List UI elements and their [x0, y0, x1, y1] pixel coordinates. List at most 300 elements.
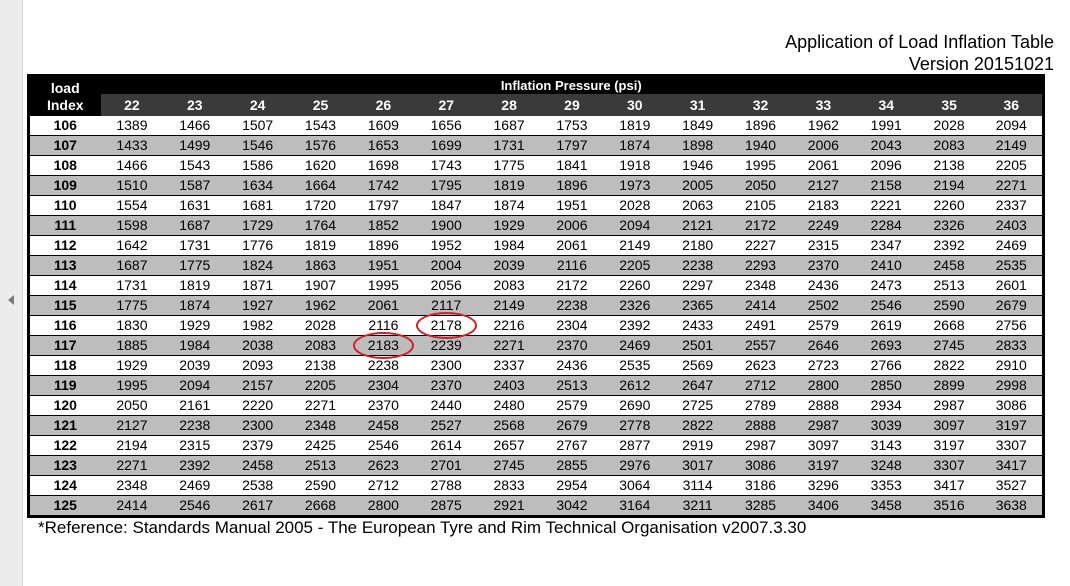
load-value-cell: 2436 — [541, 356, 604, 376]
load-value-cell: 2238 — [541, 296, 604, 316]
load-value-cell: 2822 — [918, 356, 981, 376]
load-value-cell: 1653 — [352, 136, 415, 156]
load-value-cell: 2117 — [415, 296, 478, 316]
load-value-cell: 1962 — [792, 116, 855, 136]
load-value-cell: 1634 — [226, 176, 289, 196]
load-value-cell: 2800 — [792, 376, 855, 396]
table-row — [29, 336, 1044, 356]
load-value-cell: 2425 — [289, 436, 352, 456]
load-value-cell: 2679 — [981, 296, 1044, 316]
load-value-cell: 1984 — [163, 336, 226, 356]
load-index-cell: 109 — [29, 176, 101, 196]
load-value-cell: 2668 — [289, 496, 352, 517]
load-value-cell: 2403 — [981, 216, 1044, 236]
load-index-cell: 117 — [29, 336, 101, 356]
load-value-cell: 2855 — [541, 456, 604, 476]
load-value-cell: 2093 — [226, 356, 289, 376]
load-value-cell: 2028 — [289, 316, 352, 336]
load-value-cell: 2096 — [855, 156, 918, 176]
load-index-cell: 112 — [29, 236, 101, 256]
load-value-cell: 1609 — [352, 116, 415, 136]
load-index-cell: 107 — [29, 136, 101, 156]
load-value-cell: 2116 — [352, 316, 415, 336]
load-value-cell: 1871 — [226, 276, 289, 296]
load-value-cell: 1775 — [163, 256, 226, 276]
load-value-cell: 1918 — [603, 156, 666, 176]
load-value-cell: 2183 — [792, 196, 855, 216]
load-value-cell: 2300 — [226, 416, 289, 436]
load-value-cell: 3211 — [666, 496, 729, 517]
load-value-cell: 2546 — [855, 296, 918, 316]
load-index-cell: 121 — [29, 416, 101, 436]
load-index-cell: 110 — [29, 196, 101, 216]
table-row — [29, 416, 1044, 436]
load-value-cell: 1973 — [603, 176, 666, 196]
load-index-cell: 122 — [29, 436, 101, 456]
psi-header-cell: 24 — [226, 94, 289, 116]
load-value-cell: 1896 — [541, 176, 604, 196]
load-value-cell: 1995 — [729, 156, 792, 176]
load-value-cell: 2569 — [666, 356, 729, 376]
load-value-cell: 1776 — [226, 236, 289, 256]
load-inflation-table — [27, 74, 1045, 518]
load-index-cell: 116 — [29, 316, 101, 336]
psi-header-cell: 28 — [478, 94, 541, 116]
load-value-cell: 2127 — [792, 176, 855, 196]
load-value-cell: 1962 — [289, 296, 352, 316]
load-value-cell: 2579 — [541, 396, 604, 416]
load-value-cell: 3248 — [855, 456, 918, 476]
load-value-cell: 2833 — [981, 336, 1044, 356]
load-value-cell: 2216 — [478, 316, 541, 336]
load-value-cell: 1951 — [541, 196, 604, 216]
load-value-cell: 1874 — [603, 136, 666, 156]
load-value-cell: 2392 — [163, 456, 226, 476]
load-value-cell: 1554 — [101, 196, 164, 216]
load-value-cell: 2205 — [603, 256, 666, 276]
load-value-cell: 2227 — [729, 236, 792, 256]
load-value-cell: 2767 — [541, 436, 604, 456]
load-value-cell: 2260 — [603, 276, 666, 296]
psi-header-cell: 31 — [666, 94, 729, 116]
load-value-cell: 1874 — [478, 196, 541, 216]
load-value-cell: 2414 — [101, 496, 164, 517]
load-value-cell: 2348 — [289, 416, 352, 436]
load-index-cell: 120 — [29, 396, 101, 416]
load-value-cell: 2094 — [603, 216, 666, 236]
reference-footnote: *Reference: Standards Manual 2005 - The European Tyre and Rim Technical Organisation v2007.3.30 — [38, 518, 807, 537]
load-value-cell: 2149 — [603, 236, 666, 256]
load-value-cell: 2105 — [729, 196, 792, 216]
load-value-cell: 2348 — [729, 276, 792, 296]
load-value-cell: 2623 — [729, 356, 792, 376]
load-value-cell: 2679 — [541, 416, 604, 436]
load-value-cell: 2491 — [729, 316, 792, 336]
load-value-cell: 3017 — [666, 456, 729, 476]
load-value-cell: 2723 — [792, 356, 855, 376]
load-value-cell: 2238 — [163, 416, 226, 436]
load-value-cell: 2701 — [415, 456, 478, 476]
load-value-cell: 2623 — [352, 456, 415, 476]
load-value-cell: 1720 — [289, 196, 352, 216]
highlighted-value — [368, 337, 399, 354]
load-value-cell: 2194 — [101, 436, 164, 456]
load-value-cell: 2238 — [666, 256, 729, 276]
load-value-cell: 2370 — [792, 256, 855, 276]
load-value-cell: 3097 — [918, 416, 981, 436]
load-value-cell: 3516 — [918, 496, 981, 517]
load-value-cell: 1952 — [415, 236, 478, 256]
load-value-cell: 1499 — [163, 136, 226, 156]
load-index-cell: 119 — [29, 376, 101, 396]
load-value-cell: 1819 — [289, 236, 352, 256]
load-value-cell: 2910 — [981, 356, 1044, 376]
table-row — [29, 356, 1044, 376]
load-value-cell: 2789 — [729, 396, 792, 416]
load-value-cell: 3114 — [666, 476, 729, 496]
load-value-cell: 2005 — [666, 176, 729, 196]
load-value-cell: 2205 — [981, 156, 1044, 176]
load-value-cell: 1885 — [101, 336, 164, 356]
load-value-cell: 1620 — [289, 156, 352, 176]
load-value-cell: 2348 — [101, 476, 164, 496]
load-value-cell: 1507 — [226, 116, 289, 136]
psi-header-cell: 36 — [981, 94, 1044, 116]
load-value-cell: 1576 — [289, 136, 352, 156]
load-value-cell: 3638 — [981, 496, 1044, 517]
load-value-cell: 3164 — [603, 496, 666, 517]
load-value-cell: 2379 — [226, 436, 289, 456]
psi-header-cell: 34 — [855, 94, 918, 116]
load-value-cell: 3285 — [729, 496, 792, 517]
load-value-cell: 1731 — [163, 236, 226, 256]
load-value-cell: 3143 — [855, 436, 918, 456]
collapse-arrow-icon[interactable] — [8, 295, 14, 305]
load-value-cell: 2365 — [666, 296, 729, 316]
load-value-cell: 1731 — [478, 136, 541, 156]
load-value-cell: 1631 — [163, 196, 226, 216]
load-value-cell: 3097 — [792, 436, 855, 456]
load-value-cell: 2647 — [666, 376, 729, 396]
load-value-cell: 3307 — [918, 456, 981, 476]
load-value-cell: 1841 — [541, 156, 604, 176]
load-value-cell: 1681 — [226, 196, 289, 216]
load-value-cell: 1743 — [415, 156, 478, 176]
table-row — [29, 476, 1044, 496]
document-heading — [600, 31, 1054, 75]
load-value-cell: 3042 — [541, 496, 604, 517]
load-value-cell: 1433 — [101, 136, 164, 156]
load-value-cell: 3406 — [792, 496, 855, 517]
load-value-cell — [352, 336, 415, 356]
load-value-cell: 2469 — [981, 236, 1044, 256]
load-value-cell: 2693 — [855, 336, 918, 356]
load-value-cell: 2180 — [666, 236, 729, 256]
table-row — [29, 136, 1044, 156]
load-value-cell: 1940 — [729, 136, 792, 156]
load-value-cell: 2877 — [603, 436, 666, 456]
load-value-cell: 2921 — [478, 496, 541, 517]
load-value-cell: 2392 — [603, 316, 666, 336]
load-value-cell: 2347 — [855, 236, 918, 256]
load-value-cell: 2469 — [163, 476, 226, 496]
load-value-cell: 1664 — [289, 176, 352, 196]
load-value-cell: 3197 — [792, 456, 855, 476]
load-value-cell: 2546 — [352, 436, 415, 456]
load-value-cell: 2888 — [792, 396, 855, 416]
load-value-cell: 2546 — [163, 496, 226, 517]
load-value-cell: 2238 — [352, 356, 415, 376]
load-value-cell: 2293 — [729, 256, 792, 276]
load-value-cell: 2712 — [729, 376, 792, 396]
load-value-cell: 3307 — [981, 436, 1044, 456]
table-row — [29, 456, 1044, 476]
load-value-cell: 2050 — [101, 396, 164, 416]
load-value-cell: 1896 — [352, 236, 415, 256]
load-value-cell: 1830 — [101, 316, 164, 336]
highlighted-value-text: 2178 — [430, 317, 462, 333]
load-value-cell: 2038 — [226, 336, 289, 356]
load-value-cell: 2249 — [792, 216, 855, 236]
load-value-cell: 3417 — [981, 456, 1044, 476]
load-value-cell: 1775 — [478, 156, 541, 176]
load-value-cell: 3417 — [918, 476, 981, 496]
load-value-cell: 1764 — [289, 216, 352, 236]
load-value-cell: 2557 — [729, 336, 792, 356]
load-value-cell: 2284 — [855, 216, 918, 236]
load-value-cell: 2822 — [666, 416, 729, 436]
load-value-cell: 2657 — [478, 436, 541, 456]
load-value-cell: 1819 — [163, 276, 226, 296]
table-row — [29, 276, 1044, 296]
load-value-cell: 2392 — [918, 236, 981, 256]
load-value-cell: 2239 — [415, 336, 478, 356]
table-row — [29, 156, 1044, 176]
load-value-cell: 2976 — [603, 456, 666, 476]
highlighted-value-text: 2183 — [367, 337, 399, 353]
load-value-cell: 2568 — [478, 416, 541, 436]
load-value-cell: 2535 — [981, 256, 1044, 276]
load-value-cell: 1946 — [666, 156, 729, 176]
load-value-cell: 2987 — [729, 436, 792, 456]
table-row — [29, 256, 1044, 276]
load-value-cell: 2158 — [855, 176, 918, 196]
load-value-cell: 2513 — [541, 376, 604, 396]
load-value-cell: 2149 — [478, 296, 541, 316]
load-value-cell: 2538 — [226, 476, 289, 496]
table-body — [29, 116, 1044, 517]
load-value-cell — [415, 316, 478, 336]
load-index-header-line-1: load — [50, 79, 80, 96]
load-value-cell: 2440 — [415, 396, 478, 416]
load-value-cell: 2954 — [541, 476, 604, 496]
load-value-cell: 1907 — [289, 276, 352, 296]
load-value-cell: 1510 — [101, 176, 164, 196]
load-value-cell: 2370 — [352, 396, 415, 416]
load-value-cell: 2056 — [415, 276, 478, 296]
load-value-cell: 2888 — [729, 416, 792, 436]
load-value-cell: 2039 — [163, 356, 226, 376]
load-value-cell: 2260 — [918, 196, 981, 216]
load-value-cell: 2458 — [918, 256, 981, 276]
load-value-cell: 1982 — [226, 316, 289, 336]
load-value-cell: 1466 — [163, 116, 226, 136]
load-value-cell: 2326 — [603, 296, 666, 316]
load-value-cell: 2690 — [603, 396, 666, 416]
load-value-cell: 3296 — [792, 476, 855, 496]
load-value-cell: 1929 — [163, 316, 226, 336]
load-value-cell: 2094 — [981, 116, 1044, 136]
load-value-cell: 3039 — [855, 416, 918, 436]
load-value-cell: 1687 — [101, 256, 164, 276]
load-value-cell: 2617 — [226, 496, 289, 517]
load-value-cell: 2138 — [289, 356, 352, 376]
load-value-cell: 2271 — [981, 176, 1044, 196]
load-value-cell: 1900 — [415, 216, 478, 236]
load-value-cell: 2304 — [352, 376, 415, 396]
load-value-cell: 3458 — [855, 496, 918, 517]
load-value-cell: 1797 — [352, 196, 415, 216]
load-value-cell: 1543 — [289, 116, 352, 136]
table-row — [29, 176, 1044, 196]
load-index-header — [29, 76, 101, 117]
load-index-cell: 106 — [29, 116, 101, 136]
load-value-cell: 3186 — [729, 476, 792, 496]
psi-header-cell: 33 — [792, 94, 855, 116]
load-value-cell: 3086 — [729, 456, 792, 476]
load-value-cell: 1863 — [289, 256, 352, 276]
load-value-cell: 3527 — [981, 476, 1044, 496]
table-row — [29, 196, 1044, 216]
load-index-cell: 123 — [29, 456, 101, 476]
load-value-cell: 2934 — [855, 396, 918, 416]
load-value-cell: 2833 — [478, 476, 541, 496]
load-value-cell: 2875 — [415, 496, 478, 517]
load-value-cell: 2987 — [792, 416, 855, 436]
load-value-cell: 1898 — [666, 136, 729, 156]
load-value-cell: 2326 — [918, 216, 981, 236]
load-index-cell: 124 — [29, 476, 101, 496]
load-value-cell: 2612 — [603, 376, 666, 396]
load-value-cell: 2712 — [352, 476, 415, 496]
load-value-cell: 2221 — [855, 196, 918, 216]
load-value-cell: 2433 — [666, 316, 729, 336]
load-value-cell: 2403 — [478, 376, 541, 396]
load-value-cell: 2414 — [729, 296, 792, 316]
load-value-cell: 2998 — [981, 376, 1044, 396]
load-value-cell: 1775 — [101, 296, 164, 316]
load-value-cell: 1849 — [666, 116, 729, 136]
load-value-cell: 2315 — [792, 236, 855, 256]
load-value-cell: 2788 — [415, 476, 478, 496]
load-value-cell: 2157 — [226, 376, 289, 396]
psi-header-cell: 29 — [541, 94, 604, 116]
load-value-cell: 2161 — [163, 396, 226, 416]
psi-header-cell: 32 — [729, 94, 792, 116]
load-index-cell: 125 — [29, 496, 101, 517]
load-value-cell: 2043 — [855, 136, 918, 156]
load-value-cell: 1642 — [101, 236, 164, 256]
load-value-cell: 2094 — [163, 376, 226, 396]
load-value-cell: 2919 — [666, 436, 729, 456]
document-version: Version 20151021 — [908, 54, 1054, 74]
left-panel-rail — [0, 0, 23, 586]
load-value-cell: 1984 — [478, 236, 541, 256]
load-value-cell: 2410 — [855, 256, 918, 276]
load-value-cell: 2061 — [352, 296, 415, 316]
load-value-cell: 2063 — [666, 196, 729, 216]
load-value-cell: 2172 — [541, 276, 604, 296]
load-value-cell: 1995 — [101, 376, 164, 396]
load-value-cell: 2039 — [478, 256, 541, 276]
table-row — [29, 496, 1044, 517]
load-index-cell: 113 — [29, 256, 101, 276]
load-value-cell: 2745 — [478, 456, 541, 476]
load-value-cell: 2127 — [101, 416, 164, 436]
load-value-cell: 2513 — [918, 276, 981, 296]
load-value-cell: 2337 — [478, 356, 541, 376]
load-value-cell: 2220 — [226, 396, 289, 416]
load-value-cell: 1687 — [163, 216, 226, 236]
load-value-cell: 2745 — [918, 336, 981, 356]
load-value-cell: 2899 — [918, 376, 981, 396]
load-value-cell: 1731 — [101, 276, 164, 296]
load-value-cell: 1951 — [352, 256, 415, 276]
load-index-cell: 115 — [29, 296, 101, 316]
load-value-cell: 1687 — [478, 116, 541, 136]
load-value-cell: 2458 — [226, 456, 289, 476]
load-value-cell: 2028 — [918, 116, 981, 136]
load-value-cell: 2527 — [415, 416, 478, 436]
load-value-cell: 2028 — [603, 196, 666, 216]
load-value-cell: 2370 — [541, 336, 604, 356]
load-index-cell: 111 — [29, 216, 101, 236]
load-value-cell: 2083 — [918, 136, 981, 156]
load-value-cell: 2619 — [855, 316, 918, 336]
load-index-cell: 114 — [29, 276, 101, 296]
load-value-cell: 1927 — [226, 296, 289, 316]
load-value-cell: 1598 — [101, 216, 164, 236]
load-value-cell: 2083 — [289, 336, 352, 356]
load-value-cell: 1546 — [226, 136, 289, 156]
load-value-cell: 2458 — [352, 416, 415, 436]
load-value-cell: 2271 — [478, 336, 541, 356]
load-value-cell: 2668 — [918, 316, 981, 336]
load-value-cell: 2800 — [352, 496, 415, 517]
load-value-cell: 2004 — [415, 256, 478, 276]
load-value-cell: 1852 — [352, 216, 415, 236]
table-row — [29, 216, 1044, 236]
load-value-cell: 3353 — [855, 476, 918, 496]
load-value-cell: 2006 — [541, 216, 604, 236]
psi-header-cell: 22 — [101, 94, 164, 116]
load-value-cell: 1797 — [541, 136, 604, 156]
load-value-cell: 2480 — [478, 396, 541, 416]
inflation-pressure-header: Inflation Pressure (psi) — [101, 76, 1044, 95]
psi-header-cell: 23 — [163, 94, 226, 116]
load-index-cell: 118 — [29, 356, 101, 376]
table-row — [29, 296, 1044, 316]
document-title: Application of Load Inflation Table — [785, 32, 1054, 52]
load-value-cell: 1543 — [163, 156, 226, 176]
table-row — [29, 396, 1044, 416]
load-value-cell: 1995 — [352, 276, 415, 296]
load-value-cell: 2083 — [478, 276, 541, 296]
load-value-cell: 2300 — [415, 356, 478, 376]
load-value-cell: 2766 — [855, 356, 918, 376]
load-value-cell: 2315 — [163, 436, 226, 456]
load-value-cell: 2050 — [729, 176, 792, 196]
